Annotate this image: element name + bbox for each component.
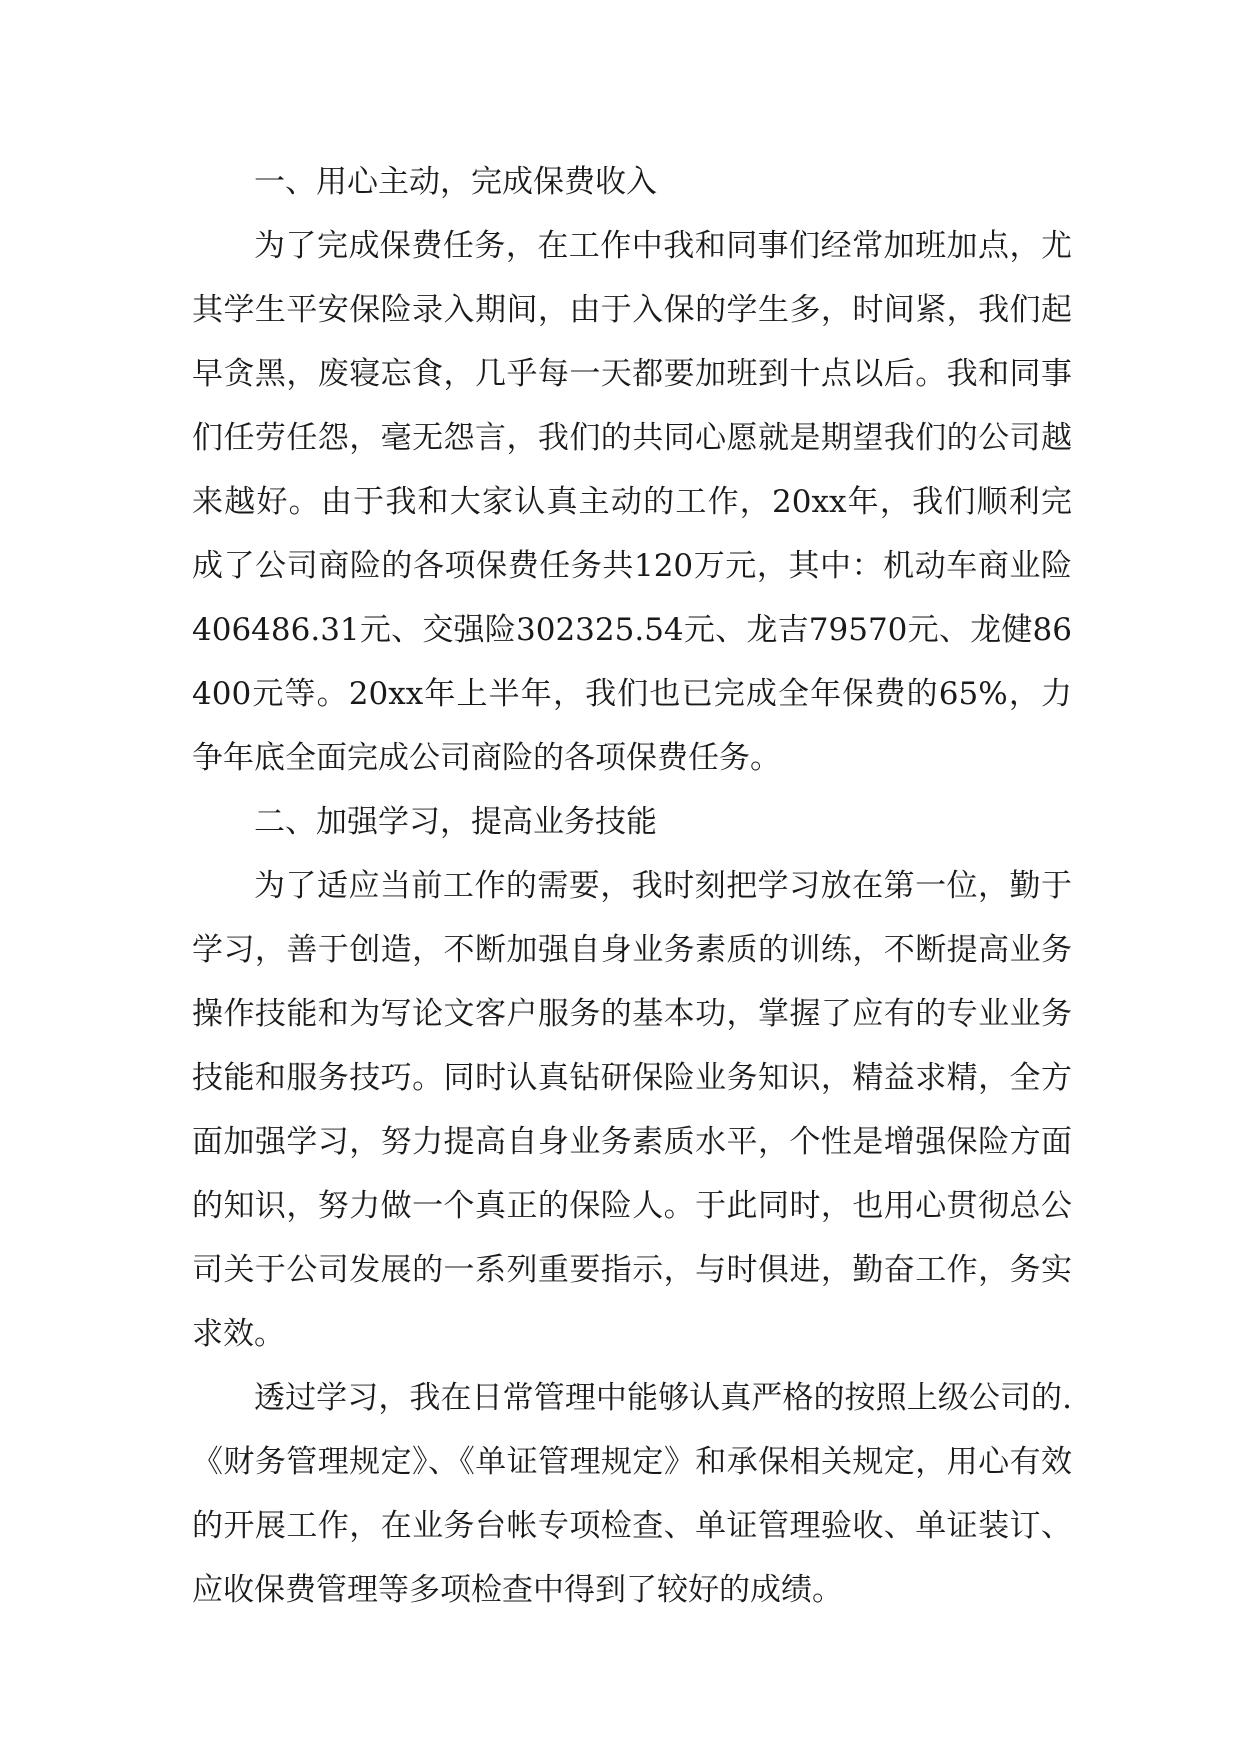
section-1-paragraph-1: 为了完成保费任务，在工作中我和同事们经常加班加点，尤其学生平安保险录入期间，由于入保的学生多，时间紧，我们起早贪黑，废寝忘食，几乎每一天都要加班到十点以后。我和同事们任劳任怨，毫无怨言，我们的共同心愿就是期望我们的公司越来越好。由于我和大家认真主动的工作，20xx年，我们顺利完成了公司商险的各项保费任务共120万元，其中：机动车商业险406486.31元、交强险302325.54元、龙吉79570元、龙健86400元等。20xx年上半年，我们也已完成全年保费的65%，力争年底全面完成公司商险的各项保费任务。 [192,228,1072,776]
section-heading-2: 二、加强学习，提高业务技能 [254,804,657,840]
section-2-paragraph-1: 为了适应当前工作的需要，我时刻把学习放在第一位，勤于学习，善于创造，不断加强自身业务素质的训练，不断提高业务操作技能和为写论文客户服务的基本功，掌握了应有的专业业务技能和服务技巧。同时认真钻研保险业务知识，精益求精，全方面加强学习，努力提高自身业务素质水平，个性是增强保险方面的知识，努力做一个真正的保险人。于此同时，也用心贯彻总公司关于公司发展的一系列重要指示，与时俱进，勤奋工作，务实求效。 [192,868,1072,1352]
section-heading-1: 一、用心主动，完成保费收入 [254,164,657,200]
document-body [192,150,1072,1622]
section-2-paragraph-2: 透过学习，我在日常管理中能够认真严格的按照上级公司的.《财务管理规定》、《单证管理规定》和承保相关规定，用心有效的开展工作，在业务台帐专项检查、单证管理验收、单证装订、应收保费管理等多项检查中得到了较好的成绩。 [192,1380,1072,1608]
